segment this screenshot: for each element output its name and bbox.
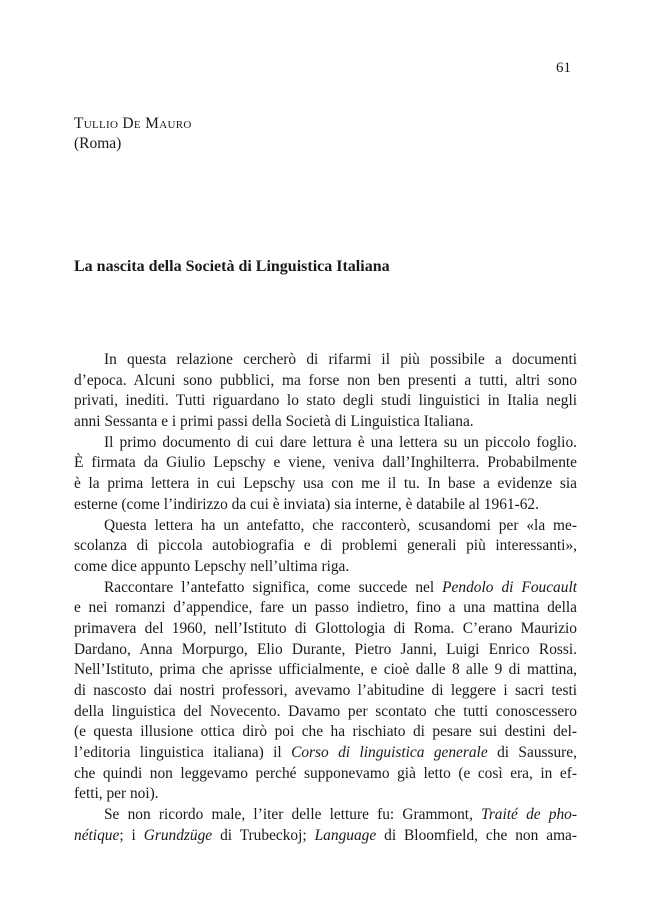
text-line [74,578,577,599]
text-line [74,681,577,702]
text-run: della linguistica del Novecento. Davamo per scontato che tutti conoscessero [74,702,577,720]
text-line [74,516,577,537]
text-run: scolanza di piccola autobiografia e di problemi generali più interessanti», [74,537,577,555]
text-run: primavera del 1960, nell’Istituto di Glottologia di Roma. C’erano Maurizio [74,619,577,637]
paragraph [74,350,577,433]
text-run: di Trubeckoj; [212,826,315,844]
paragraph [74,433,577,516]
page-number: 61 [556,60,571,76]
author-name: Tullio De Mauro [74,115,192,132]
paragraph [74,805,577,846]
text-line [74,619,577,640]
text-run: di Saussure, [487,744,577,762]
author-block [74,114,192,154]
article-title: La nascita della Società di Linguistica Italiana [74,258,390,275]
text-run: di nascosto dai nostri professori, avevamo l’abitudine di leggere i sacri testi [74,682,577,699]
text-run: che quindi non leggevamo perché supponevamo già letto (e così era, in ef- [74,764,577,782]
text-run: privati, inediti. Tutti riguardano lo stato degli studi linguistici in Italia negli [74,392,577,410]
text-line [74,702,577,723]
text-run: È firmata da Giulio Lepschy e viene, veniva dall’Inghilterra. Probabilmente [74,454,577,472]
text-line [74,412,577,433]
text-run: Raccontare l’antefatto significa, come succede nel [104,578,443,596]
text-run: come dice appunto Lepschy nell’ultima riga. [74,557,350,575]
text-line [74,371,577,392]
text-line [74,557,577,578]
text-line [74,433,577,454]
italic-title: Traité de pho- [481,806,577,824]
text-line [74,598,577,619]
italic-title: Corso di linguistica generale [291,744,488,762]
text-run: e nei romanzi d’appendice, fare un passo indietro, fino a una mattina della [74,599,577,617]
text-run: d’epoca. Alcuni sono pubblici, ma forse non ben presenti a tutti, altri sono [74,371,577,389]
text-line [74,743,577,764]
text-run: di Bloomfield, che non ama- [376,826,577,844]
text-line [74,495,577,516]
author-affiliation: (Roma) [74,135,122,152]
text-run: Dardano, Anna Morpurgo, Elio Durante, Pietro Janni, Luigi Enrico Rossi. [74,640,577,658]
text-line [74,536,577,557]
text-line [74,391,577,412]
text-line [74,722,577,743]
article-body [74,350,577,847]
text-run: l’editoria linguistica italiana) il [74,744,292,762]
text-run: fetti, per noi). [74,785,159,803]
text-run: Il primo documento di cui dare lettura è una lettera su un piccolo foglio. [104,433,577,451]
paragraph [74,578,577,806]
text-run: Nell’Istituto, prima che aprisse ufficialmente, e cioè dalle 8 alle 9 di mattina, [74,661,577,679]
text-line [74,474,577,495]
text-line [74,764,577,785]
italic-title: Language [314,826,377,844]
text-run: anni Sessanta e i primi passi della Società di Linguistica Italiana. [74,413,474,431]
text-line [74,826,577,847]
text-run: esterne (come l’indirizzo da cui è inviata) sia interne, è databile al 1961-62. [74,495,539,513]
text-run: è la prima lettera in cui Lepschy usa con me il tu. In base a evidenze sia [74,475,577,493]
text-line [74,640,577,661]
paragraph [74,516,577,578]
text-run: Questa lettera ha un antefatto, che racconterò, scusandomi per «la me- [104,516,577,534]
italic-title: nétique [74,826,120,844]
text-run: (e questa illusione ottica dirò poi che ha rischiato di pesare sui destini del- [74,723,577,741]
text-run: Se non ricordo male, l’iter delle letture fu: Grammont, [104,806,482,824]
text-line [74,350,577,371]
italic-title: Pendolo di Foucault [442,578,577,596]
italic-title: Grundzüge [143,826,213,844]
text-line [74,784,577,805]
text-run: In questa relazione cercherò di rifarmi il più possibile a documenti [104,351,577,368]
text-line [74,805,577,826]
text-run: ; i [119,826,144,844]
text-line [74,660,577,681]
text-line [74,453,577,474]
